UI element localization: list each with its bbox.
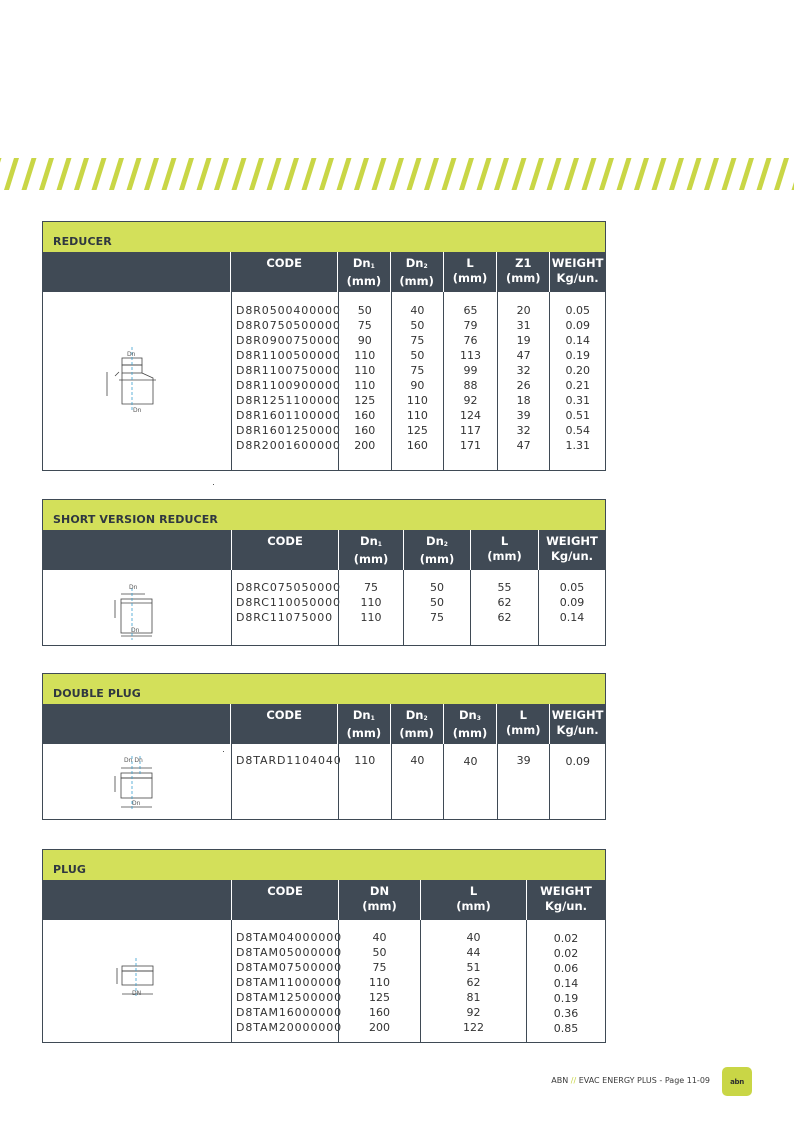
header-l: L (mm) [420,880,526,920]
cell-weight: 0.31 [565,394,590,407]
cell-l: 40 [466,931,481,944]
header-code: CODE [230,704,337,744]
header-dn3: $Dn_3$ (mm) [443,704,497,744]
cell-dn2: 50 [430,596,444,609]
cell-dn3: 40 [463,755,478,768]
cell-code: D8R0900750000 [236,334,341,347]
cell-code: D8TARD1104040 [236,754,342,767]
svg-text:Dn: Dn [132,800,141,807]
cell-l: 122 [463,1021,484,1034]
cell-dn: 110 [369,976,390,989]
cell-dn2: 50 [410,349,425,362]
double-plug-drawing [43,744,231,819]
cell-weight: 0.14 [565,334,590,347]
table-body [43,920,605,1042]
cell-z1: 32 [516,424,531,437]
l-column [443,292,497,470]
cell-dn2: 75 [410,364,425,377]
reducer-drawing [43,292,231,470]
cell-l: 171 [460,439,482,452]
cell-dn1: 200 [354,439,376,452]
header-l: L (mm) [470,530,538,570]
cell-l: 65 [463,304,478,317]
cell-dn2: 50 [410,319,425,332]
cell-l: 81 [466,991,481,1004]
svg-text:Dn Dn: Dn Dn [124,757,143,764]
cell-z1: 19 [516,334,531,347]
cell-code: D8R0750500000 [236,319,341,332]
svg-text:DN: DN [132,990,142,997]
dn1-column [338,292,391,470]
cell-dn2: 110 [406,409,428,422]
header-z1: Z1 (mm) [496,252,549,292]
code-column [231,570,341,645]
cell-dn1: 110 [354,754,376,767]
cell-l: 62 [497,611,512,624]
weight-column [538,570,605,645]
footer-page-info: EVAC ENERGY PLUS - Page 11-09 [578,1076,710,1085]
page-footer [551,1076,710,1085]
cell-dn2: 90 [410,379,425,392]
section-title: PLUG [53,863,87,876]
l-column [470,570,538,645]
cell-dn: 50 [372,946,387,959]
cell-dn1: 75 [364,581,378,594]
table-body [43,292,605,470]
header-dn: DN (mm) [338,880,420,920]
cell-l: 124 [460,409,482,422]
product-drawing-cell [43,292,231,470]
cell-code: D8R1100750000 [236,364,341,377]
cell-l: 55 [497,581,512,594]
cell-z1: 32 [516,364,531,377]
cell-weight: 0.06 [553,962,579,975]
dn1-column [338,744,391,819]
cell-dn1: 110 [354,364,376,377]
section-title-bar [43,222,605,252]
cell-code: D8R1251100000 [236,394,341,407]
cell-dn1: 110 [354,379,376,392]
table-body [43,744,605,819]
double-plug-section [42,673,606,820]
product-drawing-cell [43,920,231,1042]
header-dn2: $Dn_2$ (mm) [403,530,470,570]
weight-column [549,292,605,470]
header-dn1: $Dn_1$ (mm) [337,704,390,744]
cell-l: 113 [460,349,482,362]
stray-dot [213,484,214,485]
cell-code: D8R1100900000 [236,379,341,392]
cell-l: 39 [516,754,531,767]
cell-weight: 0.20 [565,364,590,377]
cell-weight: 0.09 [559,596,585,609]
cell-dn1: 90 [357,334,372,347]
cell-dn: 40 [372,931,387,944]
cell-code: D8TAM20000000 [236,1021,343,1034]
svg-text:Dn: Dn [127,351,136,358]
header-weight: WEIGHT Kg/un. [526,880,605,920]
header-image-cell [43,704,230,744]
decorative-stripe-band [0,155,794,193]
cell-l: 88 [463,379,478,392]
header-dn1: $Dn_1$ (mm) [337,252,390,292]
dn2-column [403,570,470,645]
cell-l: 44 [466,946,481,959]
short-reducer-section [42,499,606,646]
cell-code: D8R2001600000 [236,439,341,452]
cell-dn1: 160 [354,409,376,422]
header-code: CODE [230,252,337,292]
dn2-column [391,744,444,819]
section-title: DOUBLE PLUG [53,687,141,700]
product-drawing-cell [43,570,231,645]
section-title-bar [43,850,605,880]
cell-weight: 0.21 [565,379,590,392]
cell-z1: 47 [516,349,531,362]
cell-code: D8TAM04000000 [236,931,343,944]
cell-weight: 0.51 [565,409,590,422]
header-dn1: $Dn_1$ (mm) [338,530,403,570]
cell-code: D8R0500400000 [236,304,341,317]
header-code: CODE [231,880,338,920]
cell-dn: 160 [369,1006,390,1019]
cell-code: D8RC11075000 [236,611,334,624]
cell-l: 76 [463,334,478,347]
cell-z1: 31 [516,319,531,332]
cell-dn1: 110 [360,596,382,609]
cell-dn2: 40 [410,304,425,317]
code-column [231,744,342,819]
cell-code: D8RC075050000 [236,581,341,594]
header-dn2: $Dn_2$ (mm) [390,704,443,744]
cell-l: 92 [463,394,478,407]
dn2-column [391,292,444,470]
cell-dn1: 110 [360,611,382,624]
cell-dn2: 125 [406,424,428,437]
cell-z1: 18 [516,394,531,407]
svg-text:Dn: Dn [133,407,142,414]
cell-code: D8R1100500000 [236,349,341,362]
cell-z1: 26 [516,379,531,392]
code-column [231,292,341,470]
cell-dn1: 110 [354,349,376,362]
cell-l: 62 [466,976,481,989]
cell-dn2: 110 [406,394,428,407]
table-header [43,252,605,292]
cell-code: D8TAM12500000 [236,991,343,1004]
header-weight: WEIGHT Kg/un. [538,530,605,570]
cell-dn1: 75 [357,319,372,332]
stray-dot [223,751,224,752]
cell-z1: 47 [516,439,531,452]
cell-dn: 125 [369,991,390,1004]
stripe-pattern [0,155,794,193]
header-dn2: $Dn_2$ (mm) [390,252,443,292]
table-header [43,704,605,744]
cell-l: 51 [466,961,481,974]
cell-z1: 20 [516,304,531,317]
table-header [43,530,605,570]
cell-dn: 200 [369,1021,390,1034]
cell-l: 99 [463,364,478,377]
header-weight: WEIGHT Kg/un. [549,704,605,744]
cell-z1: 39 [516,409,531,422]
cell-weight: 0.02 [553,947,579,960]
plug-drawing [43,920,231,1042]
footer-separator: // [570,1076,577,1085]
z1-column [497,292,550,470]
cell-l: 117 [460,424,482,437]
header-image-cell [43,530,231,570]
short-reducer-drawing [43,570,231,645]
dn-column [338,920,420,1042]
weight-column [549,744,605,819]
table-body [43,570,605,645]
reducer-section [42,221,606,471]
plug-section [42,849,606,1043]
section-title: SHORT VERSION REDUCER [53,513,218,526]
cell-dn1: 125 [354,394,376,407]
cell-weight: 0.09 [565,755,590,768]
cell-code: D8TAM07500000 [236,961,343,974]
l-column [420,920,526,1042]
cell-weight: 0.14 [553,977,579,990]
cell-weight: 0.19 [565,349,590,362]
cell-weight: 0.05 [559,581,585,594]
cell-dn2: 50 [430,581,444,594]
cell-l: 62 [497,596,512,609]
cell-dn2: 75 [430,611,444,624]
cell-l: 79 [463,319,478,332]
cell-dn1: 50 [357,304,372,317]
header-weight: WEIGHT Kg/un. [549,252,605,292]
section-title-bar [43,500,605,530]
header-l: L (mm) [443,252,497,292]
cell-code: D8TAM05000000 [236,946,343,959]
cell-weight: 0.54 [565,424,590,437]
table-header [43,880,605,920]
cell-weight: 0.85 [553,1022,579,1035]
abn-logo [722,1067,752,1096]
header-image-cell [43,880,231,920]
code-column [231,920,343,1042]
cell-code: D8R1601100000 [236,409,341,422]
cell-weight: 0.02 [553,932,579,945]
cell-weight: 1.31 [565,439,590,452]
svg-text:Dn: Dn [129,584,138,591]
cell-code: D8R1601250000 [236,424,341,437]
cell-weight: 0.09 [565,319,590,332]
cell-dn: 75 [372,961,387,974]
header-code: CODE [231,530,338,570]
header-image-cell [43,252,230,292]
cell-code: D8RC110050000 [236,596,341,609]
cell-code: D8TAM16000000 [236,1006,343,1019]
logo-text: abn [730,1077,744,1086]
svg-text:Dn: Dn [131,627,140,634]
cell-dn1: 160 [354,424,376,437]
l-column [497,744,550,819]
cell-l: 92 [466,1006,481,1019]
cell-dn2: 160 [406,439,428,452]
cell-code: D8TAM11000000 [236,976,343,989]
dn3-column [443,744,497,819]
header-l: L (mm) [496,704,549,744]
cell-dn2: 75 [410,334,425,347]
section-title: REDUCER [53,235,112,248]
footer-brand: ABN [551,1076,569,1085]
cell-weight: 0.19 [553,992,579,1005]
cell-weight: 0.36 [553,1007,579,1020]
cell-weight: 0.05 [565,304,590,317]
dn1-column [338,570,403,645]
product-drawing-cell [43,744,231,819]
weight-column [526,920,605,1042]
cell-weight: 0.14 [559,611,585,624]
section-title-bar [43,674,605,704]
cell-dn2: 40 [410,754,425,767]
